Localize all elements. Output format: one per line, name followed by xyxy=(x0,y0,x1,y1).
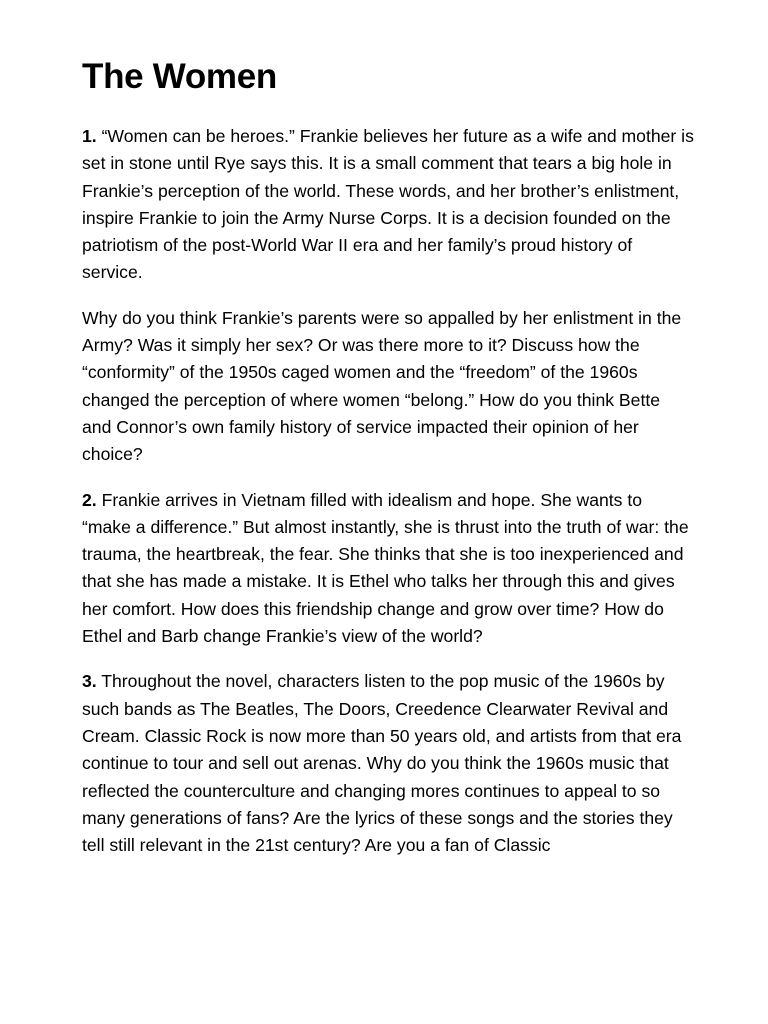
question-1-discussion-paragraph xyxy=(82,305,694,469)
question-2-paragraph xyxy=(82,487,694,651)
paragraph-text: Why do you think Frankie’s parents were so appalled by her enlistment in the Army? Was it simply her sex? Or was there more to it? Discuss how the “conformity” of the 1950s caged women and the “freedom” of the 1960s changed the perception of where women “belong.” How do you think Bette and Connor’s own family history of service impacted their opinion of her choice? xyxy=(82,307,682,465)
question-number: 2. xyxy=(82,489,97,510)
paragraph-text: “Women can be heroes.” Frankie believes her future as a wife and mother is set in stone until Rye says this. It is a small comment that tears a big hole in Frankie’s perception of the world. These words, and her brother’s enlistment, inspire Frankie to join the Army Nurse Corps. It is a decision founded on the patriotism of the post-World War II era and her family’s proud history of service. xyxy=(82,126,694,283)
paragraph-text: Throughout the novel, characters listen to the pop music of the 1960s by such bands as The Beatles, The Doors, Creedence Clearwater Revival and Cream. Classic Rock is now more than 50 years old, and artists from that era continue to tour and sell out arenas. Why do you think the 1960s music that reflected the counterculture and changing mores continues to appeal to so many generations of fans? Are the lyrics of these songs and the stories they tell still relevant in the 21st century? Are you a fan of Classic xyxy=(82,671,682,856)
question-number: 1. xyxy=(82,126,97,146)
question-3-paragraph xyxy=(82,668,694,859)
question-number: 3. xyxy=(82,671,97,692)
page-title: The Women xyxy=(82,57,277,96)
paragraph-text: Frankie arrives in Vietnam filled with idealism and hope. She wants to “make a difference.” But almost instantly, she is thrust into the truth of war: the trauma, the heartbreak, the fear. She thinks that she is too inexperienced and that she has made a mistake. It is Ethel who talks her through this and gives her comfort. How does this friendship change and grow over time? How do Ethel and Barb change Frankie’s view of the world? xyxy=(82,489,689,647)
question-1-paragraph xyxy=(82,123,694,287)
document-page xyxy=(82,54,694,877)
